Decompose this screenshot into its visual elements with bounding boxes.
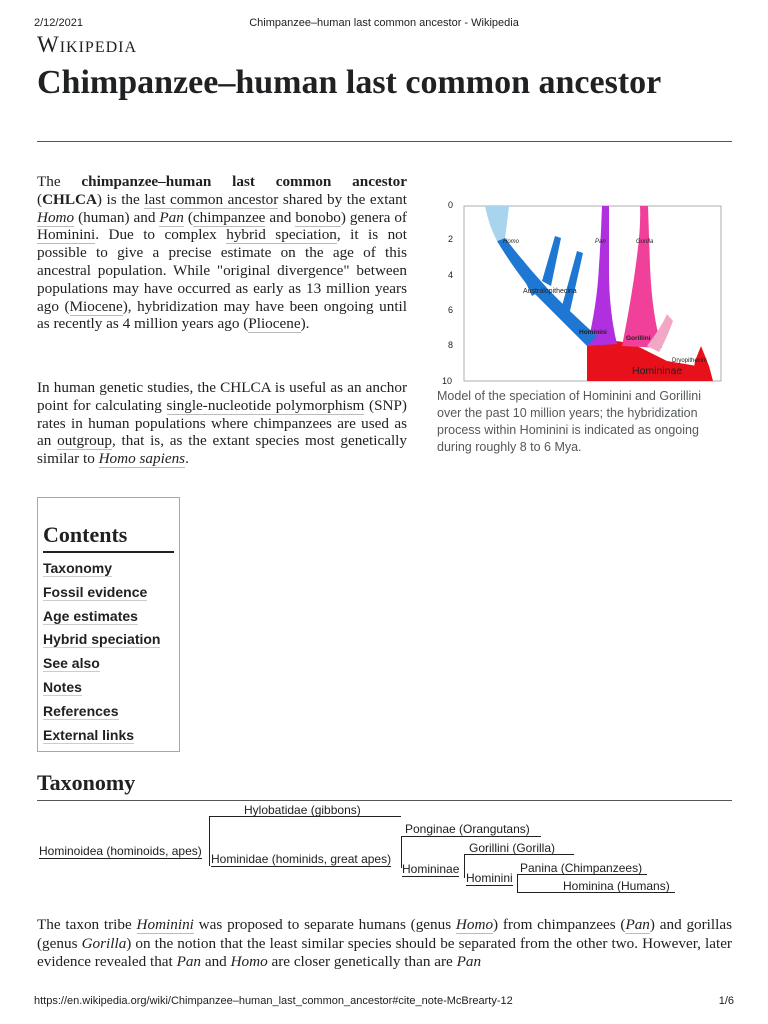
link-last-common-ancestor[interactable]: last common ancestor xyxy=(144,190,279,208)
label-pan: Pan xyxy=(595,239,606,245)
clado-line xyxy=(401,836,541,837)
link-snp[interactable]: single-nucleotide polymorphism xyxy=(166,396,365,414)
label-hominini: Hominini xyxy=(579,329,607,336)
link-pan-genus[interactable]: Pan xyxy=(625,916,650,933)
print-url: https://en.wikipedia.org/wiki/Chimpanzee–human_last_common_ancestor#cite_note-McBrearty-12 xyxy=(34,995,513,1007)
link-hybrid-speciation[interactable]: hybrid speciation xyxy=(226,226,337,244)
label-homininae: Homininae xyxy=(632,365,683,377)
y-tick-4: 4 xyxy=(448,270,454,280)
title-divider xyxy=(37,141,732,142)
label-australopithecina: Australopithecina xyxy=(523,288,577,295)
clado-ponginae[interactable]: Ponginae (Orangutans) xyxy=(405,822,530,836)
section-divider xyxy=(37,800,732,801)
toc-item-see-also[interactable]: See also xyxy=(43,655,100,672)
link-homo[interactable]: Homo xyxy=(37,208,75,226)
y-tick-0: 0 xyxy=(448,200,454,210)
clado-hominini[interactable]: Hominini xyxy=(466,871,513,885)
label-homo: Homo xyxy=(503,239,520,245)
clado-panina[interactable]: Panina (Chimpanzees) xyxy=(520,861,643,875)
y-tick-8: 8 xyxy=(448,340,454,350)
clado-line xyxy=(517,874,518,892)
link-pan[interactable]: Pan xyxy=(159,208,184,226)
toc-item-taxonomy[interactable]: Taxonomy xyxy=(43,560,112,576)
link-bonobo[interactable]: bonobo xyxy=(295,208,341,226)
clado-gorillini[interactable]: Gorillini (Gorilla) xyxy=(469,841,556,855)
toc-item-external-links[interactable]: External links xyxy=(43,726,135,743)
genetics-paragraph: In human genetic studies, the CHLCA is useful as an anchor point for calculating single-nucleotide polymorphism (SNP) rates in human populations where chimpanzees are used as an outgroup, that is, as the extant species most genetically similar to Homo sapiens. xyxy=(37,379,407,468)
link-hominini[interactable]: Hominini xyxy=(37,226,96,244)
toc-item-references[interactable]: References xyxy=(43,702,119,719)
y-tick-6: 6 xyxy=(448,305,454,315)
link-homo-sapiens[interactable]: Homo sapiens xyxy=(98,450,186,468)
toc-item-fossil-evidence[interactable]: Fossil evidence xyxy=(43,583,148,600)
link-chimpanzee[interactable]: chimpanzee xyxy=(192,208,266,226)
print-page-number: 1/6 xyxy=(718,995,734,1007)
toc-item-hybrid-speciation[interactable]: Hybrid speciation xyxy=(43,631,161,648)
clado-hominidae[interactable]: Hominidae (hominids, great apes) xyxy=(211,852,392,866)
link-outgroup[interactable]: outgroup xyxy=(57,432,112,450)
label-gorillini: Gorillini xyxy=(626,335,651,342)
link-homo-genus[interactable]: Homo xyxy=(455,916,494,933)
link-pliocene[interactable]: Pliocene xyxy=(248,315,301,333)
clado-hominoidea[interactable]: Hominoidea (hominoids, apes) xyxy=(39,844,202,858)
term-chlca: chimpanzee–human last common ancestor xyxy=(81,173,407,190)
taxonomy-cladogram xyxy=(37,802,737,902)
y-tick-10: 10 xyxy=(442,376,453,386)
toc-list xyxy=(43,557,160,747)
print-page-title: Chimpanzee–human last common ancestor - Wikipedia xyxy=(249,17,519,29)
label-gorilla: Gorilla xyxy=(636,239,654,245)
page-title: Chimpanzee–human last common ancestor xyxy=(37,64,662,101)
term-chlca-abbr: CHLCA xyxy=(42,190,97,208)
figure-caption: Model of the speciation of Hominini and Gorillini over the past 10 million years; the hybridization process within Hominini is indicated as ongoing during roughly 8 to 6 Mya. xyxy=(437,389,702,454)
toc-item-notes[interactable]: Notes xyxy=(43,678,82,695)
clado-hylobatidae[interactable]: Hylobatidae (gibbons) xyxy=(244,803,361,817)
speciation-diagram xyxy=(437,196,732,386)
label-dryopithecini: Dryopithecini xyxy=(672,358,707,364)
toc-item-age-estimates[interactable]: Age estimates xyxy=(43,607,138,624)
table-of-contents xyxy=(37,497,180,752)
clado-line xyxy=(209,816,210,866)
link-hominini-tribe[interactable]: Hominini xyxy=(136,916,194,933)
section-heading-taxonomy: Taxonomy xyxy=(37,770,136,795)
clado-hominina[interactable]: Hominina (Humans) xyxy=(563,879,670,893)
toc-divider xyxy=(43,551,174,553)
y-tick-2: 2 xyxy=(448,234,454,244)
clado-line xyxy=(464,854,465,878)
print-date: 2/12/2021 xyxy=(34,17,83,29)
link-miocene[interactable]: Miocene xyxy=(69,297,123,315)
wikipedia-logo[interactable]: Wikipedia xyxy=(37,32,138,57)
clado-homininae[interactable]: Homininae xyxy=(402,862,460,876)
intro-paragraph: The chimpanzee–human last common ancestor (CHLCA) is the last common ancestor shared by the extant Homo (human) and Pan (chimpanzee and bonobo) genera of Hominini. Due to complex hybrid speciation, it is not possible to give a precise estimate on the age of this ancestral population. While "original divergence" between populations may have occurred as early as 13 million years ago (Miocene), hybridization may have been ongoing until as recently as 4 million years ago (Pliocene). xyxy=(37,173,407,333)
taxonomy-paragraph: The taxon tribe Hominini was proposed to separate humans (genus Homo) from chimpanzees (Pan) and gorillas (genus Gorilla) on the notion that the least similar species should be separated from the other two. However, later evidence revealed that Pan and Homo are closer genetically than are Pan xyxy=(37,916,732,970)
toc-title: Contents xyxy=(43,522,128,547)
